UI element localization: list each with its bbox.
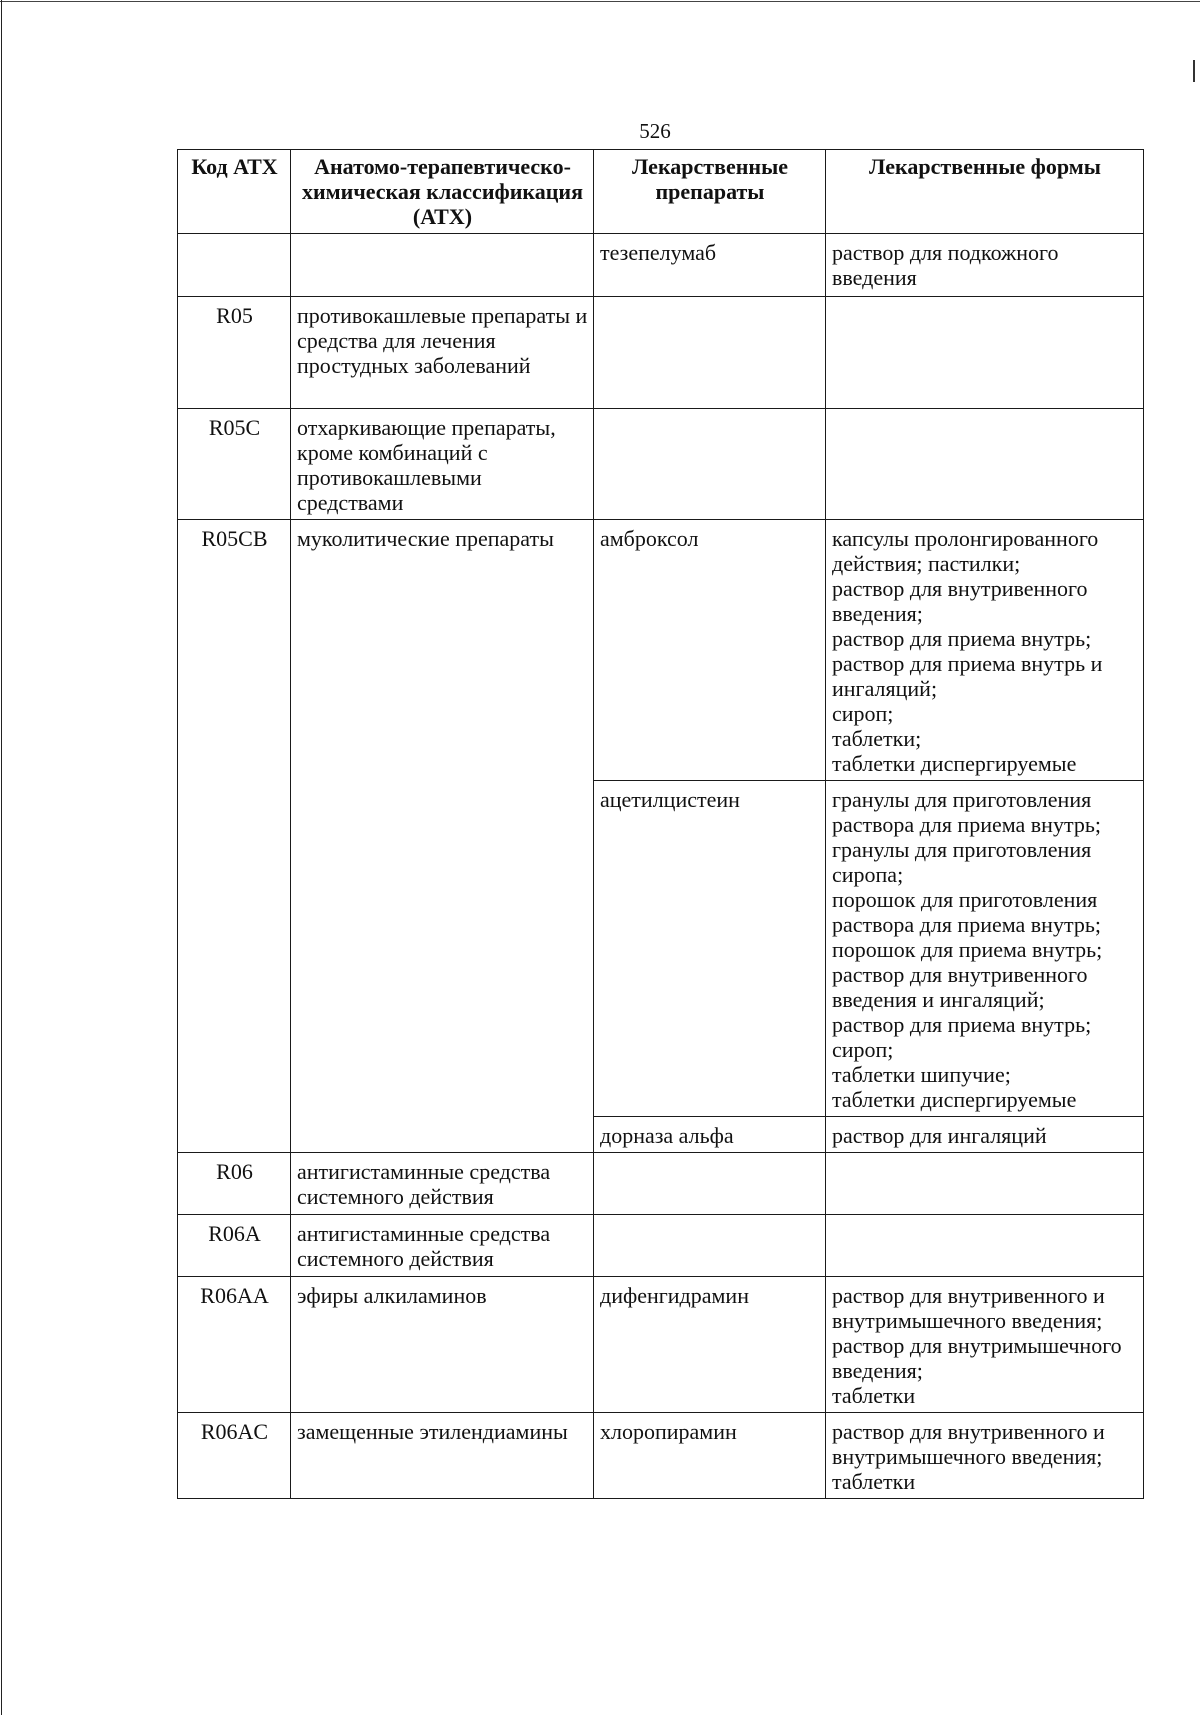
drug-cell: амброксол: [594, 520, 826, 781]
header-drugs: Лекарственные препараты: [594, 150, 826, 234]
table-row: [178, 409, 1144, 520]
forms-cell: раствор для внутривенного и внутримышечного введения; раствор для внутримышечного введения; таблетки: [826, 1277, 1144, 1413]
header-classification: Анатомо-терапевтическо-химическая классификация (АТХ): [291, 150, 594, 234]
table-row: [178, 1413, 1144, 1499]
classification-cell: [291, 234, 594, 297]
forms-cell: раствор для ингаляций: [826, 1117, 1144, 1153]
table-row: [178, 234, 1144, 297]
classification-cell: замещенные этилендиамины: [291, 1413, 594, 1499]
drug-cell: тезепелумаб: [594, 234, 826, 297]
forms-cell: капсулы пролонгированного действия; пастилки; раствор для внутривенного введения; раствор для приема внутрь; раствор для приема внутрь и ингаляций; сироп; таблетки; таблетки диспергируемые: [826, 520, 1144, 781]
page-edge-top: [0, 1, 1200, 2]
atc-code-cell: R06AC: [178, 1413, 291, 1499]
drug-cell: хлоропирамин: [594, 1413, 826, 1499]
classification-cell: антигистаминные средства системного действия: [291, 1153, 594, 1215]
header-forms: Лекарственные формы: [826, 150, 1144, 234]
forms-cell: [826, 409, 1144, 520]
atc-code-cell: R05: [178, 297, 291, 409]
atc-code-cell: R06: [178, 1153, 291, 1215]
page-number: 526: [639, 119, 671, 143]
atc-code-cell: R06A: [178, 1215, 291, 1277]
drug-cell: [594, 1215, 826, 1277]
drug-cell: [594, 1153, 826, 1215]
drug-cell: ацетилцистеин: [594, 781, 826, 1117]
forms-cell: [826, 297, 1144, 409]
atc-code-cell: R05C: [178, 409, 291, 520]
classification-cell: противокашлевые препараты и средства для лечения простудных заболеваний: [291, 297, 594, 409]
header-row: [178, 150, 1144, 234]
atc-code-cell: [178, 234, 291, 297]
atc-drug-table: [177, 149, 1144, 1499]
drug-cell: дорназа альфа: [594, 1117, 826, 1153]
atc-code-cell: R05CB: [178, 520, 291, 1153]
atc-code-cell: R06AA: [178, 1277, 291, 1413]
drug-cell: дифенгидрамин: [594, 1277, 826, 1413]
forms-cell: гранулы для приготовления раствора для приема внутрь; гранулы для приготовления сиропа; порошок для приготовления раствора для приема внутрь; порошок для приема внутрь; раствор для внутривенного введения и ингаляций; раствор для приема внутрь; сироп; таблетки шипучие; таблетки диспергируемые: [826, 781, 1144, 1117]
drug-cell: [594, 409, 826, 520]
table-row: [178, 1153, 1144, 1215]
drug-cell: [594, 297, 826, 409]
classification-cell: отхаркивающие препараты, кроме комбинаций с противокашлевыми средствами: [291, 409, 594, 520]
table-row: [178, 1277, 1144, 1413]
forms-cell: [826, 1153, 1144, 1215]
classification-cell: эфиры алкиламинов: [291, 1277, 594, 1413]
forms-cell: раствор для подкожного введения: [826, 234, 1144, 297]
page-edge-left: [1, 0, 2, 1715]
forms-cell: [826, 1215, 1144, 1277]
classification-cell: антигистаминные средства системного действия: [291, 1215, 594, 1277]
classification-cell: муколитические препараты: [291, 520, 594, 1153]
header-code: Код АТХ: [178, 150, 291, 234]
scan-mark: [1193, 60, 1195, 82]
forms-cell: раствор для внутривенного и внутримышечного введения; таблетки: [826, 1413, 1144, 1499]
table-row: [178, 1215, 1144, 1277]
table-row: [178, 520, 1144, 781]
table-row: [178, 297, 1144, 409]
